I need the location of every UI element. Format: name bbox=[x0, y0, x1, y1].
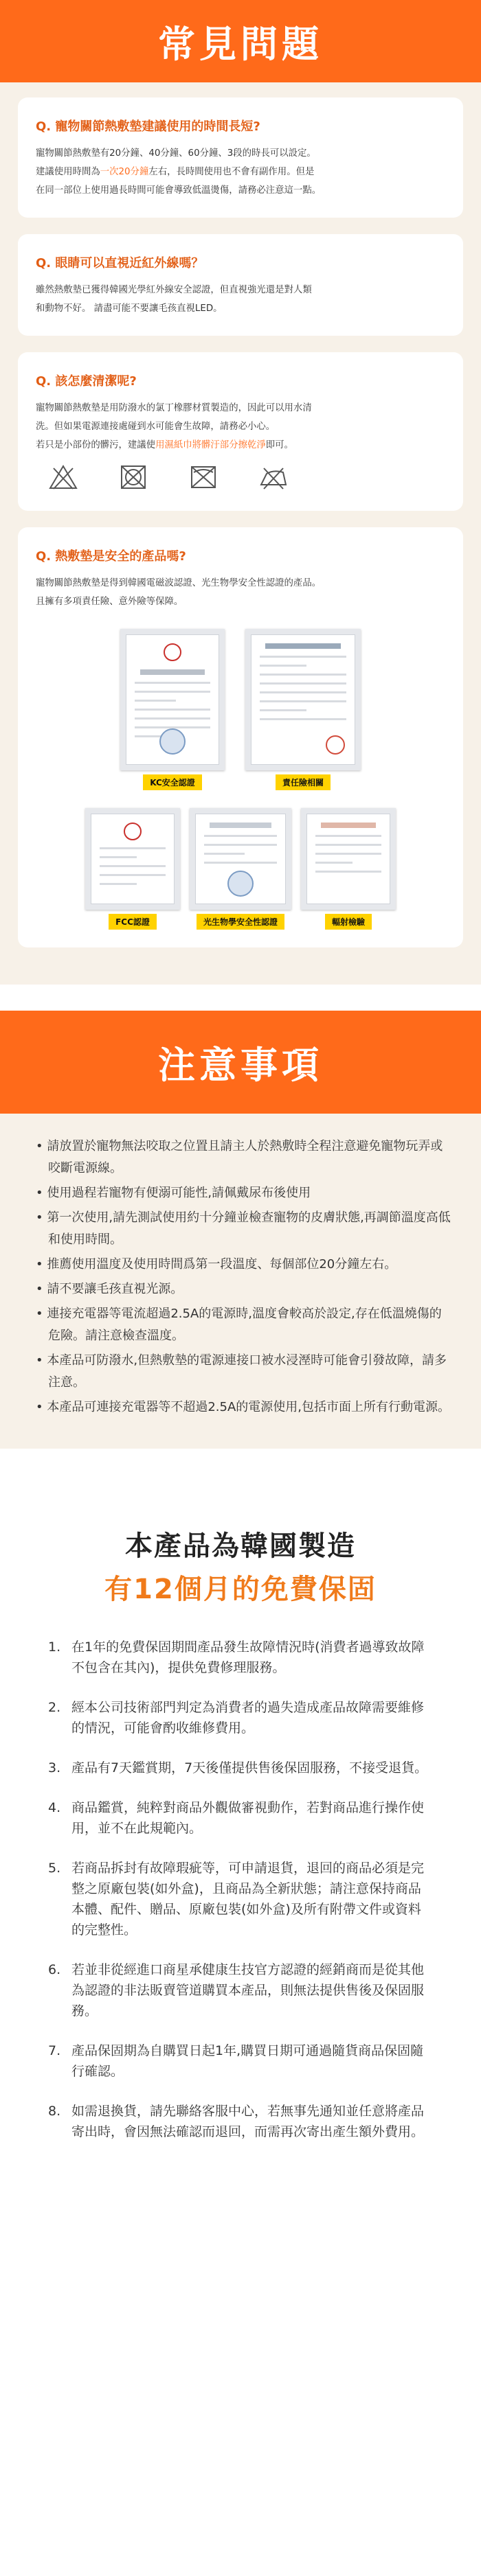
certificate bbox=[85, 808, 180, 930]
answer-line bbox=[36, 163, 445, 181]
warranty-item bbox=[48, 1959, 433, 2021]
warranty-subtitle: 有12個月的免費保固 bbox=[104, 1574, 377, 1605]
answer-fragment: 若只是小部份的髒污，建議使 bbox=[36, 440, 156, 450]
question-title: Q. 寵物關節熱敷墊建議使用的時間長短? bbox=[36, 119, 260, 134]
faq-section bbox=[0, 82, 481, 985]
warranty-item-number: 6. bbox=[48, 1962, 61, 1977]
certificate bbox=[120, 629, 225, 790]
certificate-image bbox=[245, 629, 361, 770]
answer-line: 雖然熱敷墊已獲得韓國光學紅外線安全認證，但直視強光還是對人類 bbox=[36, 285, 312, 295]
warranty-item-number: 1. bbox=[48, 1640, 61, 1655]
cert-label: 輻射檢驗 bbox=[325, 914, 372, 930]
answer-text bbox=[36, 281, 445, 318]
faq-card-infrared bbox=[18, 234, 463, 336]
care-icons bbox=[48, 464, 445, 490]
warranty-item-text: 商品鑑賞，純粹對商品外觀做審視動作，若對商品進行操作使用，並不在此規範內。 bbox=[71, 1800, 425, 1836]
warranty-item bbox=[48, 1637, 433, 1678]
warranty-item-text: 若並非從經進口商星承健康生技官方認證的經銷商而是從其他為認證的非法販賣管道購買本產品，則無法提供售後及保固服務。 bbox=[71, 1962, 425, 2019]
cert-label: 責任險相關 bbox=[276, 774, 331, 790]
warranty-item-text: 若商品拆封有故障瑕疵等，可申請退貨，退回的商品必須是完整之原廠包裝(如外盒)，且商品為全新狀態；請注意保持商品本體、配件、贈品、原廠包裝(如外盒)及所有附帶文件或資料的完整性。 bbox=[71, 1861, 425, 1937]
cert-row-bottom bbox=[36, 808, 445, 930]
warranty-item-text: 產品有7天鑑賞期，7天後僅提供售後保固服務，不接受退貨。 bbox=[71, 1760, 428, 1775]
answer-line: 在同一部位上使用過長時間可能會導致低溫燙傷，請務必注意這一點。 bbox=[36, 185, 322, 196]
notice-item: • 請放置於寵物無法咬取之位置且請主人於熱敷時全程注意避免寵物玩弄或咬斷電源線。 bbox=[36, 1136, 454, 1180]
warranty-item bbox=[48, 1758, 433, 1778]
certificate bbox=[301, 808, 396, 930]
warranty-item-number: 3. bbox=[48, 1760, 61, 1775]
notice-item: • 推薦使用溫度及使用時間爲第一段溫度、每個部位20分鐘左右。 bbox=[36, 1254, 454, 1276]
notice-item: • 使用過程若寵物有便溺可能性,請佩戴尿布後使用 bbox=[36, 1182, 454, 1204]
notice-item: • 本產品可連接充電器等不超過2.5A的電源使用,包括市面上所有行動電源。 bbox=[36, 1396, 454, 1418]
answer-highlight: 一次20分鐘 bbox=[100, 167, 149, 177]
warranty-item-text: 經本公司技術部門判定為消費者的過失造成產品故障需要維修的情況，可能會酌收維修費用。 bbox=[71, 1700, 425, 1736]
no-tumble-dry-icon bbox=[118, 464, 148, 490]
notice-list bbox=[36, 1136, 454, 1418]
warranty-section bbox=[0, 1449, 481, 2189]
warranty-title: 本產品為韓國製造 bbox=[125, 1530, 356, 1562]
warranty-item bbox=[48, 1858, 433, 1940]
answer-line: 和動物不好。 請盡可能不要讓毛孩直視LED。 bbox=[36, 303, 223, 314]
certificate-image bbox=[85, 808, 180, 910]
warranty-item-number: 4. bbox=[48, 1800, 61, 1815]
faq-card-duration bbox=[18, 97, 463, 218]
answer-text bbox=[36, 574, 445, 611]
no-dry-clean-icon bbox=[188, 464, 219, 490]
warranty-list bbox=[48, 1637, 433, 2142]
warranty-item bbox=[48, 1797, 433, 1839]
question-title: Q. 熱敷墊是安全的產品嗎? bbox=[36, 549, 186, 564]
answer-line: 洗。但如果電源連接處碰到水可能會生故障，請務必小心。 bbox=[36, 422, 276, 432]
certificate bbox=[190, 808, 291, 930]
certificate bbox=[245, 629, 361, 790]
faq-card-cleaning bbox=[18, 352, 463, 511]
faq-title: 常見問題 bbox=[158, 22, 323, 66]
question-title: Q. 該怎麼清潔呢? bbox=[36, 374, 137, 389]
answer-text bbox=[36, 399, 445, 455]
cert-label: 光生物學安全性認證 bbox=[197, 914, 284, 930]
faq-header bbox=[0, 0, 481, 82]
warranty-item-text: 如需退換貨，請先聯絡客服中心，若無事先通知並任意將產品寄出時，會因無法確認而退回，而需再次寄出產生額外費用。 bbox=[71, 2104, 425, 2139]
answer-line: 寵物關節熱敷墊是用防潑水的氯丁橡膠材質製造的，因此可以用水清 bbox=[36, 403, 312, 413]
notice-item: • 本產品可防潑水,但熱敷墊的電源連接口被水浸溼時可能會引發故障，請多注意。 bbox=[36, 1350, 454, 1394]
answer-fragment: 左右，長時間使用也不會有副作用。但是 bbox=[148, 167, 315, 177]
question-title: Q. 眼睛可以直視近紅外線嗎？ bbox=[36, 256, 204, 271]
answer-line: 且擁有多項責任險、意外險等保障。 bbox=[36, 597, 183, 607]
warranty-item bbox=[48, 2040, 433, 2082]
answer-fragment: 建議使用時間為 bbox=[36, 167, 100, 177]
cert-row-top bbox=[36, 629, 445, 790]
answer-line: 寵物關節熱敷墊是得到韓國電磁波認證、光生物學安全性認證的產品。 bbox=[36, 578, 322, 588]
certificate-image bbox=[190, 808, 291, 910]
answer-text bbox=[36, 144, 445, 200]
notice-title: 注意事項 bbox=[158, 1043, 323, 1087]
warranty-item-number: 7. bbox=[48, 2043, 61, 2058]
no-ironing-icon bbox=[258, 464, 289, 490]
answer-line: 寵物關節熱敷墊有20分鐘、40分鐘、60分鐘、3段的時長可以設定。 bbox=[36, 148, 316, 159]
warranty-item-text: 產品保固期為自購買日起1年,購買日期可通過隨貨商品保固隨行確認。 bbox=[71, 2043, 424, 2079]
notice-section bbox=[0, 1114, 481, 1449]
warranty-item-text: 在1年的免費保固期間產品發生故障情況時(消費者過導致故障不包含在其內)，提供免費修理服務。 bbox=[71, 1640, 425, 1675]
certificate-image bbox=[301, 808, 396, 910]
warranty-item-number: 5. bbox=[48, 1861, 61, 1876]
warranty-item bbox=[48, 2101, 433, 2142]
certificate-image bbox=[120, 629, 225, 770]
warranty-item-number: 8. bbox=[48, 2104, 61, 2119]
answer-highlight: 用濕紙巾將髒汙部分擦乾淨 bbox=[155, 440, 266, 450]
answer-fragment: 即可。 bbox=[265, 440, 293, 450]
notice-item: • 請不要讓毛孩直視光源。 bbox=[36, 1278, 454, 1300]
notice-item: • 第一次使用,請先測試使用約十分鐘並檢查寵物的皮膚狀態,再調節溫度高低和使用時間。 bbox=[36, 1207, 454, 1251]
cert-label: KC安全認證 bbox=[143, 774, 202, 790]
warranty-item-number: 2. bbox=[48, 1700, 61, 1715]
no-bleach-icon bbox=[48, 464, 78, 490]
cert-label: FCC認證 bbox=[109, 914, 157, 930]
answer-line bbox=[36, 436, 445, 455]
notice-header bbox=[0, 1011, 481, 1114]
faq-card-safety bbox=[18, 527, 463, 947]
notice-item: • 連接充電器等電流超過2.5A的電源時,溫度會較高於設定,存在低溫燒傷的危險。請注意檢查溫度。 bbox=[36, 1303, 454, 1347]
warranty-item bbox=[48, 1697, 433, 1738]
